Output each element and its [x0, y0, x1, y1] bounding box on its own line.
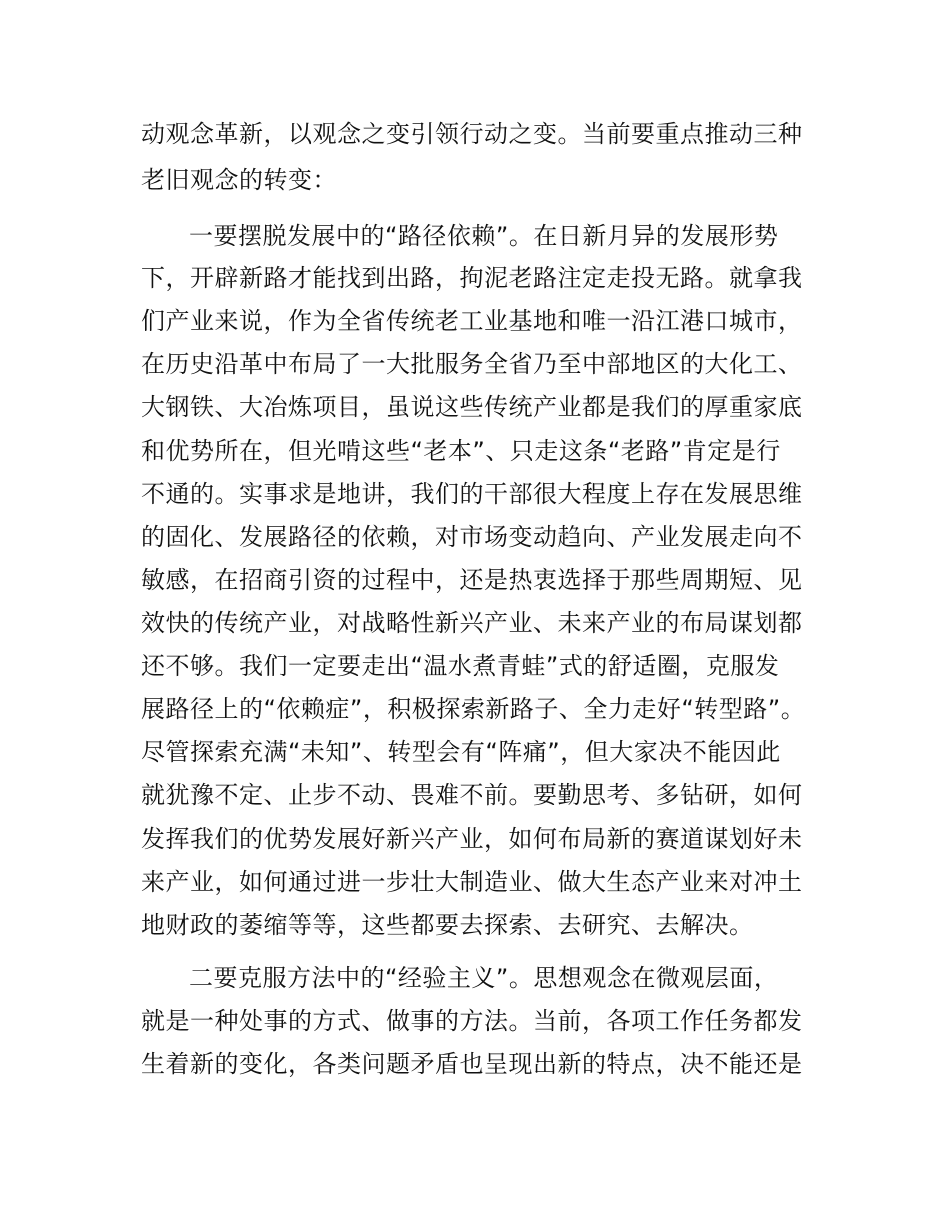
text-line: 和优势所在，但光啃这些“老本”、只走这条“老路”肯定是行	[141, 437, 781, 465]
text-line: 的固化、发展路径的依赖，对市场变动趋向、产业发展走向不	[141, 523, 803, 551]
text-line: 在历史沿革中布局了一大批服务全省乃至中部地区的大化工、	[141, 350, 803, 378]
text-line: 还不够。我们一定要走出“温水煮青蛙”式的舒适圈，克服发	[141, 652, 780, 680]
text-line: 下，开辟新路才能找到出路，拘泥老路注定走投无路。就拿我	[141, 264, 803, 292]
paragraph-start-line: 一要摆脱发展中的“路径依赖”。在日新月异的发展形势	[189, 222, 779, 250]
text-line: 老旧观念的转变：	[141, 166, 337, 194]
text-line: 大钢铁、大冶炼项目，虽说这些传统产业都是我们的厚重家底	[141, 393, 803, 421]
text-line: 不通的。实事求是地讲，我们的干部很大程度上存在发展思维	[141, 480, 803, 508]
text-line: 展路径上的“依赖症”，积极探索新路子、全力走好“转型路”。	[141, 695, 806, 723]
text-line: 动观念革新，以观念之变引领行动之变。当前要重点推动三种	[141, 120, 803, 148]
text-line: 就犹豫不定、止步不动、畏难不前。要勤思考、多钻研，如何	[141, 781, 803, 809]
text-line: 发挥我们的优势发展好新兴产业，如何布局新的赛道谋划好未	[141, 825, 803, 853]
text-line: 效快的传统产业，对战略性新兴产业、未来产业的布局谋划都	[141, 609, 803, 637]
text-line: 生着新的变化，各类问题矛盾也呈现出新的特点，决不能还是	[141, 1050, 803, 1078]
text-line: 们产业来说，作为全省传统老工业基地和唯一沿江港口城市，	[141, 307, 803, 335]
paragraph-start-line: 二要克服方法中的“经验主义”。思想观念在微观层面，	[189, 964, 779, 992]
text-line: 就是一种处事的方式、做事的方法。当前，各项工作任务都发	[141, 1007, 803, 1035]
text-line: 尽管探索充满“未知”、转型会有“阵痛”，但大家决不能因此	[141, 738, 781, 766]
text-line: 来产业，如何通过进一步壮大制造业、做大生态产业来对冲土	[141, 868, 803, 896]
text-line: 敏感，在招商引资的过程中，还是热衷选择于那些周期短、见	[141, 566, 803, 594]
text-line: 地财政的萎缩等等，这些都要去探索、去研究、去解决。	[141, 911, 754, 939]
